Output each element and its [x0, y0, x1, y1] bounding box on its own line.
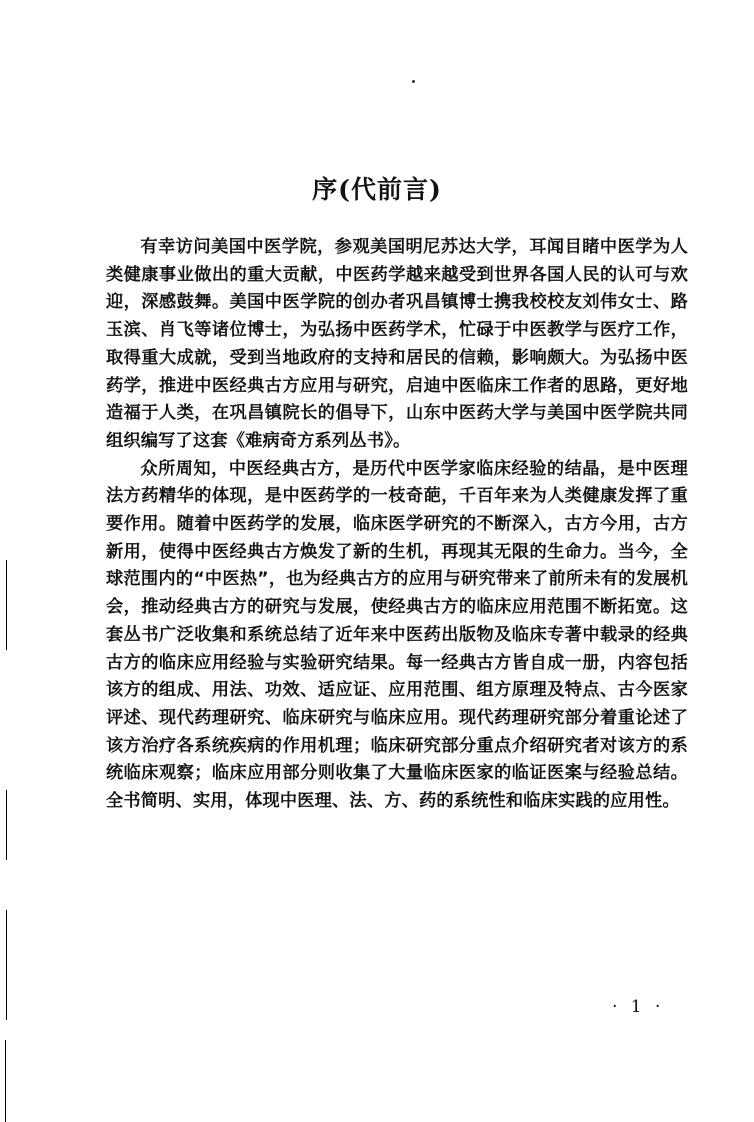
- binding-edge-line: [5, 1040, 6, 1122]
- scan-dot-mark: [412, 80, 415, 83]
- paragraph-1: 有幸访问美国中医学院，参观美国明尼苏达大学，耳闻目睹中医学为人类健康事业做出的重大贡献，中医药学越来越受到世界各国人民的认可与欢迎，深感鼓舞。美国中医学院的创办者巩昌镇博士携我校校友刘伟女士、路玉滨、肖飞等诸位博士，为弘扬中医药学术，忙碌于中医教学与医疗工作，取得重大成就，受到当地政府的支持和居民的信赖，影响颇大。为弘扬中医药学，推进中医经典古方应用与研究，启迪中医临床工作者的思路，更好地造福于人类，在巩昌镇院长的倡导下，山东中医药大学与美国中医学院共同组织编写了这套《难病奇方系列丛书》。: [106, 237, 688, 451]
- body-text: [106, 234, 688, 816]
- page-number: · 1 ·: [612, 997, 665, 1017]
- page-title: 序(代前言): [312, 175, 442, 204]
- paragraph-2: 众所周知，中医经典古方，是历代中医学家临床经验的结晶，是中医理法方药精华的体现，是中医药学的一枝奇葩，千百年来为人类健康发挥了重要作用。随着中医药学的发展，临床医学研究的不断深入，古方今用，古方新用，使得中医经典古方焕发了新的生机，再现其无限的生命力。当今，全球范围内的“中医热”，也为经典古方的应用与研究带来了前所未有的发展机会，推动经典古方的研究与发展，使经典古方的临床应用范围不断拓宽。这套丛书广泛收集和系统总结了近年来中医药出版物及临床专著中载录的经典古方的临床应用经验与实验研究结果。每一经典古方皆自成一册，内容包括该方的组成、用法、功效、适应证、应用范围、组方原理及特点、古今医家评述、现代药理研究、临床研究与临床应用。现代药理研究部分着重论述了该方治疗各系统疾病的作用机理；临床研究部分重点介绍研究者对该方的系统临床观察；临床应用部分则收集了大量临床医家的临证医案与经验总结。全书简明、实用，体现中医理、法、方、药的系统性和临床实践的应用性。: [106, 458, 688, 812]
- binding-edge-line: [6, 790, 7, 860]
- binding-edge-line: [6, 910, 7, 1020]
- binding-edge-line: [6, 560, 7, 650]
